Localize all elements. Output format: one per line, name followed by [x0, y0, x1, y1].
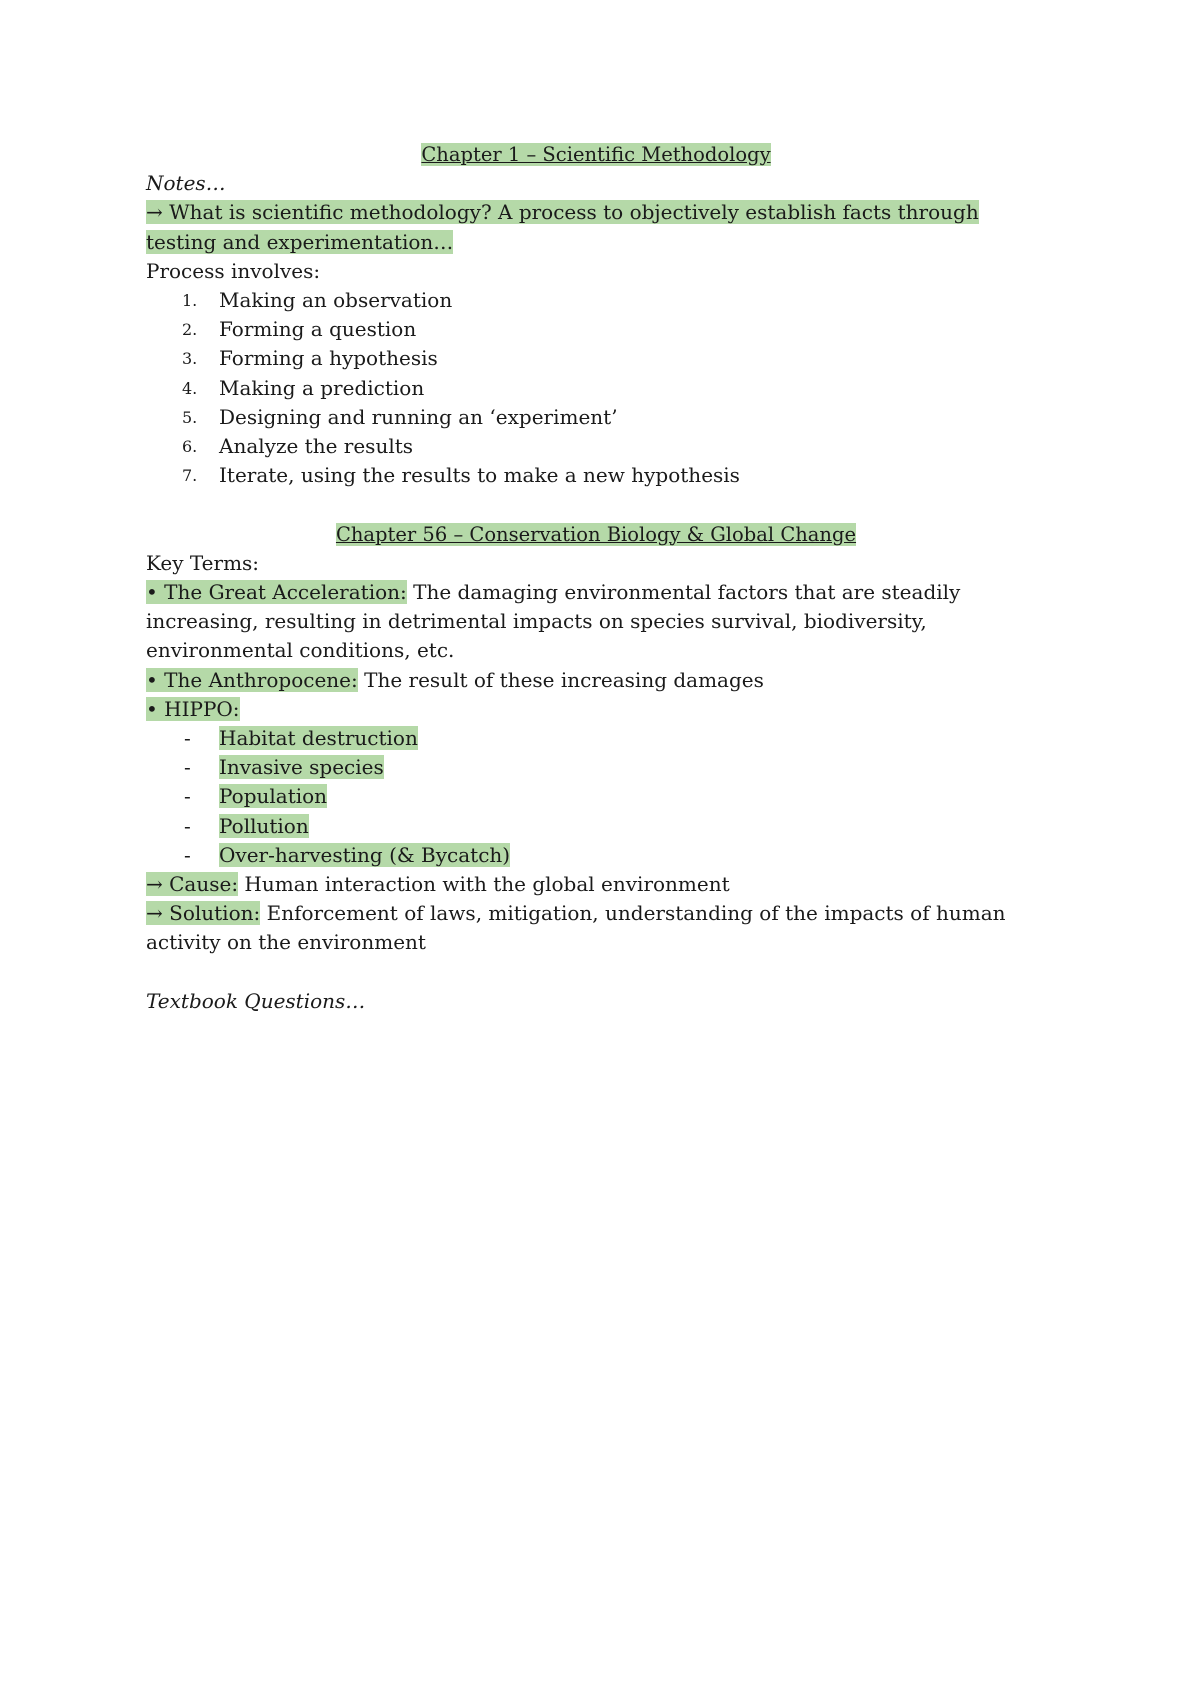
- list-item-text: Iterate, using the results to make a new hypothesis: [219, 463, 740, 488]
- hippo-entry: [146, 695, 1046, 724]
- textbook-questions-label: Textbook Questions…: [146, 988, 366, 1013]
- list-item-text: Population: [219, 784, 328, 809]
- anthropocene-term: • The Anthropocene:: [146, 667, 358, 692]
- solution-term: → Solution:: [146, 901, 261, 926]
- anthropocene-definition: The result of these increasing damages: [357, 667, 764, 692]
- chapter1-heading: [146, 140, 1046, 169]
- notes-label: Notes…: [146, 171, 226, 196]
- anthropocene-entry: [146, 666, 1046, 695]
- key-terms-label: Key Terms:: [146, 550, 260, 575]
- list-item: [146, 753, 1046, 782]
- list-item-text: Analyze the results: [219, 434, 414, 459]
- methodology-definition: [146, 198, 1046, 256]
- list-item: [146, 315, 1046, 344]
- list-dash: -: [184, 726, 191, 751]
- list-dash: -: [184, 842, 191, 867]
- list-item: [146, 782, 1046, 811]
- list-item-text: Habitat destruction: [219, 726, 418, 751]
- list-item: [146, 344, 1046, 373]
- list-item-text: Invasive species: [219, 755, 384, 780]
- chapter1-heading-text: Chapter 1 – Scientific Methodology: [421, 143, 771, 166]
- list-number: 3.: [182, 349, 198, 369]
- cause-term: → Cause:: [146, 872, 239, 897]
- list-item-text: Making an observation: [219, 288, 453, 313]
- hippo-term: • HIPPO:: [146, 696, 240, 721]
- list-item: [146, 461, 1046, 490]
- great-acceleration-term: • The Great Acceleration:: [146, 580, 407, 605]
- cause-entry: [146, 870, 1046, 899]
- methodology-definition-text: → What is scientific methodology? A process to objectively establish facts through testing and experimentation…: [146, 200, 979, 254]
- section-spacer: [146, 490, 1046, 519]
- hippo-list: [146, 724, 1046, 870]
- list-item-text: Forming a question: [219, 317, 417, 342]
- list-number: 2.: [182, 320, 198, 340]
- list-item-text: Designing and running an ‘experiment’: [219, 404, 618, 429]
- list-item: [146, 812, 1046, 841]
- list-number: 5.: [182, 407, 198, 427]
- list-number: 6.: [182, 437, 198, 457]
- list-item: [146, 286, 1046, 315]
- list-dash: -: [184, 784, 191, 809]
- list-dash: -: [184, 755, 191, 780]
- list-number: 1.: [182, 291, 198, 311]
- process-steps-list: [146, 286, 1046, 490]
- list-number: 7.: [182, 466, 198, 486]
- list-item: [146, 432, 1046, 461]
- process-label: Process involves:: [146, 258, 321, 283]
- great-acceleration-entry: [146, 578, 1046, 666]
- chapter56-heading: [146, 520, 1046, 549]
- chapter56-heading-text: Chapter 56 – Conservation Biology & Global Change: [335, 522, 857, 546]
- solution-definition: Enforcement of laws, mitigation, understanding of the impacts of human activity on the environment: [146, 901, 1006, 955]
- list-item-text: Forming a hypothesis: [219, 346, 438, 371]
- list-item-text: Pollution: [219, 813, 309, 838]
- section-spacer: [146, 958, 1046, 987]
- list-item-text: Over-harvesting (& Bycatch): [219, 842, 511, 867]
- great-acceleration-definition: The damaging environmental factors that are steadily increasing, resulting in detrimental impacts on species survival, biodiversity, environmental conditions, etc.: [146, 580, 961, 663]
- list-item: [146, 724, 1046, 753]
- list-item: [146, 403, 1046, 432]
- cause-definition: Human interaction with the global environment: [238, 872, 730, 897]
- list-item: [146, 841, 1046, 870]
- solution-entry: [146, 899, 1046, 957]
- list-item: [146, 374, 1046, 403]
- list-dash: -: [184, 813, 191, 838]
- list-number: 4.: [182, 378, 198, 398]
- list-item-text: Making a prediction: [219, 375, 425, 400]
- document-page: [146, 140, 1046, 1016]
